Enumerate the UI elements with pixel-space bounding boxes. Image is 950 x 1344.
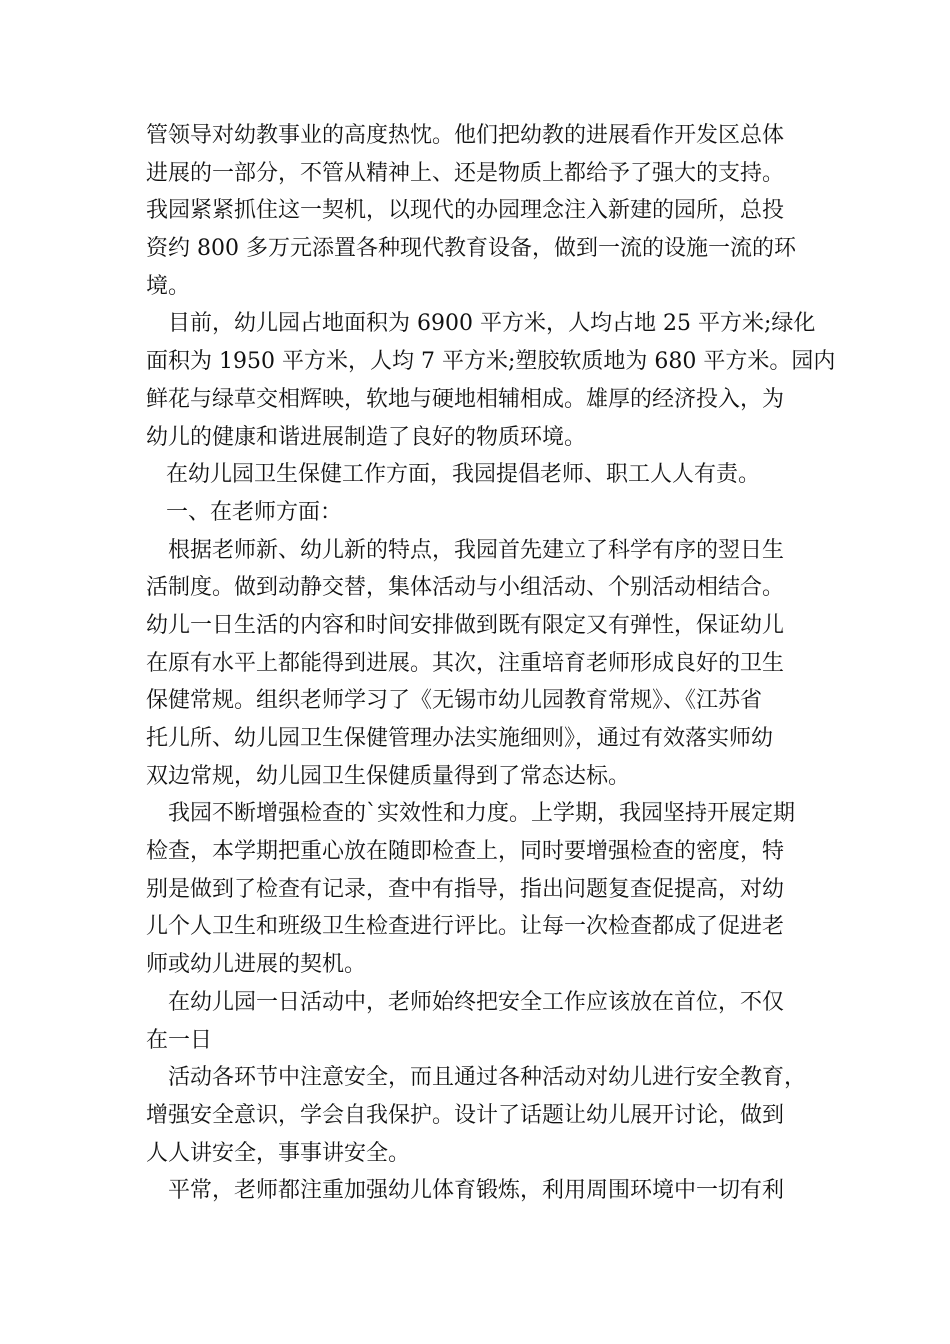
text-line: 双边常规，幼儿园卫生保健质量得到了常态达标。 [146, 763, 631, 789]
text-line: 检查，本学期把重心放在随即检查上，同时要增强检查的密度，特 [146, 839, 785, 865]
paragraph-first-line: 活动各环节中注意安全，而且通过各种活动对幼儿进行安全教育， [168, 1065, 807, 1091]
text-line: 别是做到了检查有记录，查中有指导，指出问题复查促提高，对幼 [146, 876, 785, 902]
paragraph-first-line: 在幼儿园一日活动中，老师始终把安全工作应该放在首位，不仅 [168, 989, 785, 1015]
text-line: 托儿所、幼儿园卫生保健管理办法实施细则》，通过有效落实师幼 [146, 726, 774, 751]
text-line: 保健常规。组织老师学习了《无锡市幼儿园教育常规》、《江苏省 [146, 688, 763, 714]
document-body [146, 117, 836, 1210]
text-line: 境。 [146, 273, 191, 299]
text-line: 增强安全意识，学会自我保护。设计了话题让幼儿展开讨论，做到 [146, 1102, 785, 1128]
text-line: 幼儿的健康和谐进展制造了良好的物质环境。 [146, 424, 587, 450]
text-line: 面积为 1950 平方米，人均 7 平方米;塑胶软质地为 680 平方米。园内 [146, 349, 836, 375]
text-line: 在一日 [146, 1027, 213, 1053]
text-line: 人人讲安全，事事讲安全。 [146, 1140, 411, 1166]
section-heading: 一、在老师方面： [166, 499, 343, 525]
paragraph-first-line: 我园不断增强检查的`实效性和力度。上学期，我园坚持开展定期 [168, 801, 796, 827]
paragraph-first-line: 目前，幼儿园占地面积为 6900 平方米，人均占地 25 平方米;绿化 [168, 311, 816, 337]
text-line: 儿个人卫生和班级卫生检查进行评比。让每一次检查都成了促进老 [146, 914, 785, 940]
text-line: 资约 800 多万元添置各种现代教育设备，做到一流的设施一流的环 [146, 236, 796, 262]
text-line: 师或幼儿进展的契机。 [146, 952, 367, 978]
text-line: 幼儿一日生活的内容和时间安排做到既有限定又有弹性，保证幼儿 [146, 612, 785, 638]
text-line: 我园紧紧抓住这一契机，以现代的办园理念注入新建的园所，总投 [146, 198, 785, 224]
text-line: 管领导对幼教事业的高度热忱。他们把幼教的进展看作开发区总体 [146, 123, 785, 148]
text-line: 在原有水平上都能得到进展。其次，注重培育老师形成良好的卫生 [146, 650, 785, 676]
text-line: 进展的一部分，不管从精神上、还是物质上都给予了强大的支持。 [146, 160, 785, 186]
text-line: 鲜花与绿草交相辉映，软地与硬地相辅相成。雄厚的经济投入，为 [146, 386, 785, 412]
paragraph-first-line: 根据老师新、幼儿新的特点，我园首先建立了科学有序的翌日生 [168, 537, 785, 563]
paragraph-first-line: 平常，老师都注重加强幼儿体育锻炼，利用周围环境中一切有利 [168, 1178, 785, 1204]
paragraph-first-line: 在幼儿园卫生保健工作方面，我园提倡老师、职工人人有责。 [166, 462, 761, 488]
text-line: 活制度。做到动静交替，集体活动与小组活动、个别活动相结合。 [146, 575, 785, 601]
